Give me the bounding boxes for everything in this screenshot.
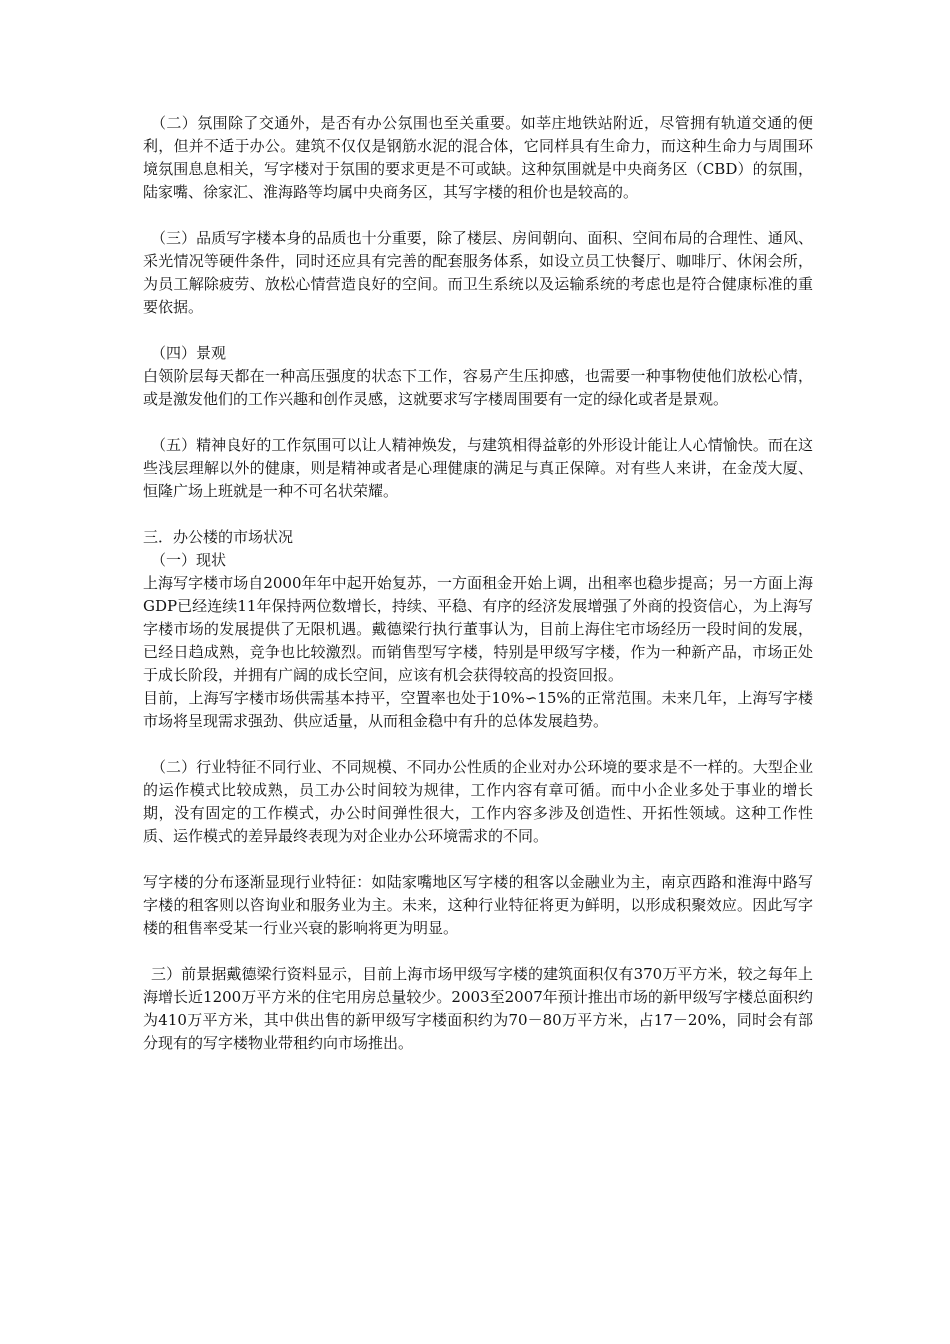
paragraph-industry-distribution [143, 871, 813, 940]
subheading: （四）景观 [151, 344, 227, 362]
subheading: （一）现状 [151, 551, 227, 569]
paragraph-atmosphere [143, 112, 813, 204]
paragraph-text: 上海写字楼市场自2000年年中起开始复苏，一方面租金开始上调，出租率也稳步提高；另一方面上海GDP已经连续11年保持两位数增长，持续、平稳、有序的经济发展增强了外商的投资信心，为上海写字楼市场的发展提供了无限机遇。戴德梁行执行董事认为，目前上海住宅市场经历一段时间的发展，已经日趋成熟，竞争也比较激烈。而销售型写字楼，特别是甲级写字楼，作为一种新产品，市场正处于成长阶段，并拥有广阔的成长空间，应该有机会获得较高的投资回报。 [143, 574, 813, 684]
paragraph-text: 目前，上海写字楼市场供需基本持平，空置率也处于10%∽15%的正常范围。未来几年，上海写字楼市场将呈现需求强劲、供应适量，从而租金稳中有升的总体发展趋势。 [143, 689, 813, 730]
paragraph-text: 写字楼的分布逐渐显现行业特征：如陆家嘴地区写字楼的租客以金融业为主，南京西路和淮海中路写字楼的租客则以咨询业和服务业为主。未来，这种行业特征将更为鲜明，以形成积聚效应。因此写字楼的租售率受某一行业兴衰的影响将更为明显。 [143, 873, 813, 937]
paragraph-landscape [143, 342, 813, 411]
paragraph-text: （二）氛围除了交通外，是否有办公氛围也至关重要。如莘庄地铁站附近，尽管拥有轨道交通的便利，但并不适于办公。建筑不仅仅是钢筋水泥的混合体，它同样具有生命力，而这种生命力与周围环境氛围息息相关，写字楼对于氛围的要求更是不可或缺。这种氛围就是中央商务区（CBD）的氛围，陆家嘴、徐家汇、淮海路等均属中央商务区，其写字楼的租价也是较高的。 [143, 114, 813, 201]
section-market [143, 526, 813, 733]
paragraph-spirit [143, 434, 813, 503]
paragraph-text: 三）前景据戴德梁行资料显示，目前上海市场甲级写字楼的建筑面积仅有370万平方米，较之每年上海增长近1200万平方米的住宅用房总量较少。2003至2007年预计推出市场的新甲级写字楼总面积约为410万平方米，其中供出售的新甲级写字楼面积约为70－80万平方米，占17－20%，同时会有部分现有的写字楼物业带租约向市场推出。 [143, 965, 813, 1052]
paragraph-text: （五）精神良好的工作氛围可以让人精神焕发，与建筑相得益彰的外形设计能让人心情愉快。而在这些浅层理解以外的健康，则是精神或者是心理健康的满足与真正保障。对有些人来讲，在金茂大厦、恒隆广场上班就是一种不可名状荣耀。 [143, 436, 813, 500]
paragraph-industry [143, 756, 813, 848]
paragraph-prospect [143, 963, 813, 1055]
section-title: 三．办公楼的市场状况 [143, 528, 294, 546]
paragraph-text: （二）行业特征不同行业、不同规模、不同办公性质的企业对办公环境的要求是不一样的。大型企业的运作模式比较成熟，员工办公时间较为规律，工作内容有章可循。而中小企业多处于事业的增长期，没有固定的工作模式，办公时间弹性很大，工作内容多涉及创造性、开拓性领域。这种工作性质、运作模式的差异最终表现为对企业办公环境需求的不同。 [143, 758, 813, 845]
paragraph-quality [143, 227, 813, 319]
document-page [143, 112, 813, 1055]
paragraph-text: （三）品质写字楼本身的品质也十分重要，除了楼层、房间朝向、面积、空间布局的合理性、通风、采光情况等硬件条件，同时还应具有完善的配套服务体系，如设立员工快餐厅、咖啡厅、休闲会所，为员工解除疲劳、放松心情营造良好的空间。而卫生系统以及运输系统的考虑也是符合健康标准的重要依据。 [143, 229, 813, 316]
paragraph-text: 白领阶层每天都在一种高压强度的状态下工作，容易产生压抑感，也需要一种事物使他们放松心情，或是激发他们的工作兴趣和创作灵感，这就要求写字楼周围要有一定的绿化或者是景观。 [143, 367, 813, 408]
